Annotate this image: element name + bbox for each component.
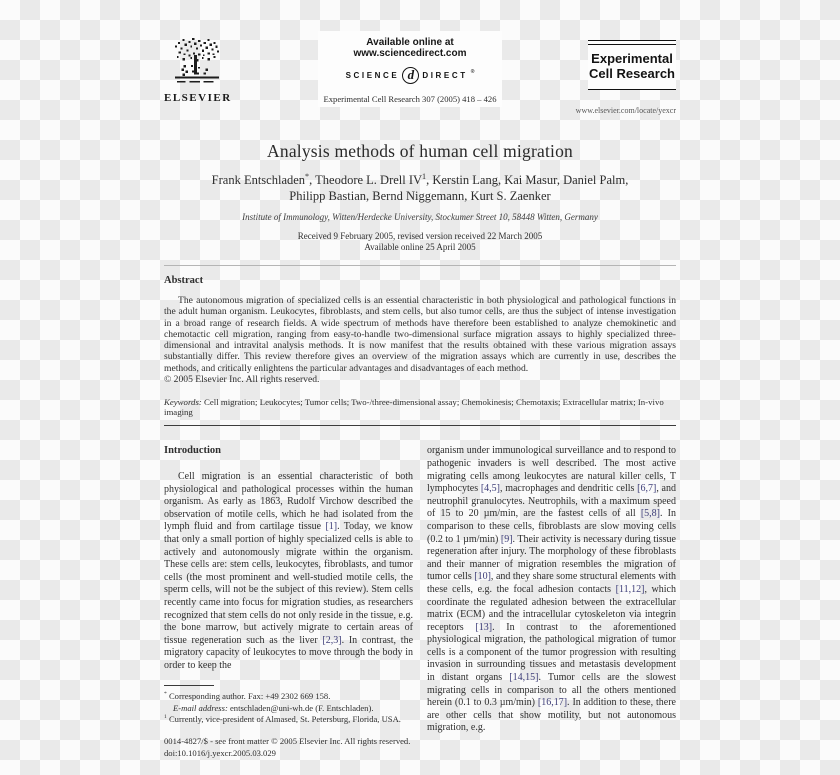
text-segment: Cell migration; Leukocytes; Tumor cells; Two-/three-dimensional assay; Chemokinesis; Chemotaxis; Extracellular matrix; In-vivo imaging <box>164 397 664 418</box>
available-online-text: Available online at www.sciencedirect.com <box>353 37 467 59</box>
citation-ref[interactable]: [9] <box>500 533 513 545</box>
affiliation: Institute of Immunology, Witten/Herdecke University, Stockumer Street 10, 58448 Witten, Germany <box>242 212 598 222</box>
citation-ref[interactable]: [1] <box>325 521 338 533</box>
journal-title-line2: Cell Research <box>589 65 675 81</box>
available-online-date: Available online 25 April 2005 <box>364 242 476 252</box>
citation-ref[interactable]: [10] <box>474 571 491 583</box>
text-segment: Keywords: <box>164 397 202 408</box>
citation-ref[interactable]: [11,12] <box>615 583 645 595</box>
text-segment: , and neutrophil granulocytes. Neutrophils, with a maximum speed of 15 to 20 µm/min, are the fastest cells of all <box>427 483 676 520</box>
superscript-marker: * <box>305 171 310 181</box>
text-segment: . Today, we know that only a small portion of highly specialized cells is able to actively and autonomously migrate within the organism. These cells are: stem cells, leukocytes, fibroblasts, and tumor cells (the most prominent and well-studied motile cells, the sperm cells, will not be the subject of this review). Stem cells recently came into focus for migration studies, as researchers recognized that stem cells do not only reside in the tissue, e.g. the bone marrow, but actively migrate to certain areas of tissue regeneration such as the liver <box>164 521 413 646</box>
text-segment: . Tumor cells are the slowest migrating cells in comparison to all the others mentioned herein (0.1 to 0.3 µm/min) <box>427 672 676 709</box>
abstract-text: The autonomous migration of specialized cells is an essential characteristic in both physiological and pathological functions in the adult human organism. Leukocytes, fibroblasts, and stem cells, but also tumor cells, are thus the subject of intense investigation in a broad range of research fields. A wide spectrum of methods have therefore been established to analyze chemokinetic and chemotactic cell migration, ranging from easy-to-handle two-dimensional surface migration assays to highly specialized three-dimensional and intravital analysis methods. It is now manifest that the results obtained with these various migration assays substantially differ. This review therefore gives an overview of the migration assays which are currently in use, describes the methods, and critically enlightens the particular advantages and disadvantages of each method. <box>164 295 676 374</box>
authors <box>164 173 676 204</box>
footnote-divider <box>164 685 214 686</box>
abstract-heading: Abstract <box>164 275 204 286</box>
text-segment: organism under immunological surveillance and to respond to pathogenic invaders is well described. The most active migrating cells among leukocytes are natural killer cells, T lymphocytes <box>427 445 676 495</box>
footnote-current-position <box>164 714 413 725</box>
text-segment: E-mail address: <box>173 702 228 713</box>
text-segment: Corresponding author. Fax: +49 2302 669 158. <box>166 691 331 702</box>
superscript-marker: * <box>164 691 167 698</box>
citation-ref[interactable]: [2,3] <box>322 634 342 646</box>
text-segment: Cell migration is an essential characteristic of both physiological and pathological processes within the human organism. As early as 1863, Rudolf Virchow described the observation of motile cells, which he had isolated from the lymph fluid and from cartilage tissue <box>164 470 413 533</box>
introduction-heading: Introduction <box>164 445 221 457</box>
citation-ref[interactable]: [5,8] <box>640 508 660 520</box>
text-segment: . In contrast, the migratory capacity of leukocytes to move through the body in order to keep the <box>164 634 414 671</box>
text-segment: , Theodore L. Drell IV <box>309 173 423 187</box>
abstract-copyright: © 2005 Elsevier Inc. All rights reserved. <box>164 374 320 386</box>
text-segment: Currently, vice-president of Almased, St. Petersburg, Florida, USA. <box>166 713 401 724</box>
imprint <box>164 736 413 759</box>
citation-ref[interactable]: [4,5] <box>480 483 500 495</box>
registered-mark: ® <box>470 69 475 75</box>
authors-line2: Philipp Bastian, Bernd Niggemann, Kurt S. Zaenker <box>289 188 551 203</box>
citation-ref[interactable]: [14,15] <box>509 672 539 684</box>
citation-ref[interactable]: [6,7] <box>637 483 657 495</box>
text-segment: , and they share some structural elements with these cells, e.g. the focal adhesion contacts <box>427 571 676 595</box>
sciencedirect-direct-text: DIRECT <box>422 71 468 80</box>
left-column-paragraph <box>164 471 413 673</box>
right-column-paragraph <box>427 445 676 735</box>
text-segment: . In comparison to these cells, fibroblasts are slow moving cells (0.2 to 1 µm/min) <box>427 508 676 545</box>
text-segment: entschladen@uni-wh.de (F. Entschladen). <box>227 702 374 713</box>
page-title: Analysis methods of human cell migration <box>267 141 573 161</box>
authors-line1 <box>164 173 676 189</box>
superscript-marker: 1 <box>422 171 427 181</box>
left-column <box>164 445 413 759</box>
journal-title-line1: Experimental <box>591 51 673 66</box>
sciencedirect-science-text: SCIENCE <box>345 71 400 80</box>
footnote-email <box>164 703 413 714</box>
text-segment: Frank Entschladen <box>211 173 306 187</box>
citation-ref[interactable]: [13] <box>475 621 493 633</box>
elsevier-wordmark: ELSEVIER <box>164 92 232 104</box>
abstract-top-rule <box>164 265 676 266</box>
sciencedirect-d-icon: d <box>402 67 419 84</box>
footnotes <box>164 691 413 725</box>
text-segment: , Kerstin Lang, Kai Masur, Daniel Palm, <box>426 173 629 187</box>
footnote-corresponding <box>164 691 413 702</box>
received-dates: Received 9 February 2005, revised version received 22 March 2005 <box>297 231 543 241</box>
article-content <box>164 0 676 759</box>
paper-page <box>164 0 676 775</box>
right-column <box>427 445 676 759</box>
superscript-marker: 1 <box>164 714 167 721</box>
citation-ref[interactable]: [16,17] <box>537 697 568 709</box>
journal-citation: Experimental Cell Research 307 (2005) 418 – 426 <box>323 94 497 104</box>
text-segment: . Their activity is necessary during tissue regeneration after injury. The morphology of these fibroblasts and their manner of migration resembles the migration of tumor cells <box>427 533 676 583</box>
text-segment: . In contrast to the aforementioned physiological migration, the pathological migration of tumor cells is a component of the tumor progression with resulting invasion in surrounding tissues and metastasis development in distant organs <box>427 621 676 684</box>
keywords-line <box>164 397 676 417</box>
text-segment: , macrophages and dendritic cells <box>500 483 638 495</box>
text-segment: . In addition to these, there are other cells that show motility, but not autonomous migration, e.g. <box>427 697 676 734</box>
text-segment: , which coordinate the regulated adhesion between the extracellular matrix (ECM) and the intracellular cytoskeleton via integrin receptors <box>427 583 676 633</box>
journal-url: www.elsevier.com/locate/yexcr <box>575 106 676 115</box>
doi-line: doi:10.1016/j.yexcr.2005.03.029 <box>164 747 276 758</box>
two-column-body <box>164 445 676 759</box>
issn-line: 0014-4827/$ - see front matter © 2005 Elsevier Inc. All rights reserved. <box>164 736 411 747</box>
section-rule <box>164 425 676 426</box>
